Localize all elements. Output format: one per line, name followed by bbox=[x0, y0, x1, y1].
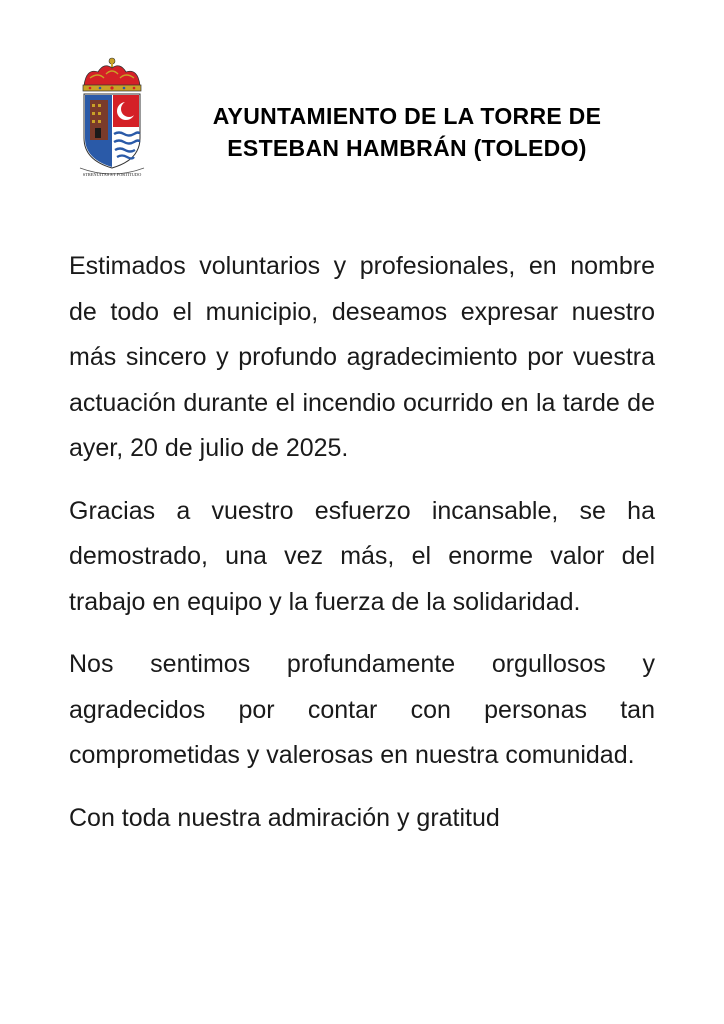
title-line-1: AYUNTAMIENTO DE LA TORRE DE bbox=[212, 103, 602, 129]
paragraph: Gracias a vuestro esfuerzo incansable, se ha demostrado, una vez más, el enorme valor del trabajo en equipo y la fuerza de la solidaridad. bbox=[69, 496, 655, 616]
paragraph: Nos sentimos profundamente orgullosos y agradecidos por contar con personas tan comprometidas y valerosas en nuestra comunidad. bbox=[69, 650, 655, 769]
page-title bbox=[162, 100, 652, 164]
closing-line: Con toda nuestra admiración y gratitud bbox=[69, 803, 500, 832]
shield-icon bbox=[84, 94, 140, 168]
letter-body bbox=[69, 244, 655, 858]
paragraph: Estimados voluntarios y profesionales, en nombre de todo el municipio, deseamos expresar nuestro más sincero y profundo agradecimiento por vuestra actuación durante el incendio ocurrido en la tarde de ayer, 20 de julio de 2025. bbox=[69, 252, 655, 462]
crest-motto: STRENUITAS ET FORTITUDO bbox=[82, 172, 142, 177]
crown-icon bbox=[83, 58, 141, 91]
coat-of-arms-icon bbox=[76, 56, 148, 180]
title-line-2: ESTEBAN HAMBRÁN (TOLEDO) bbox=[227, 135, 587, 161]
